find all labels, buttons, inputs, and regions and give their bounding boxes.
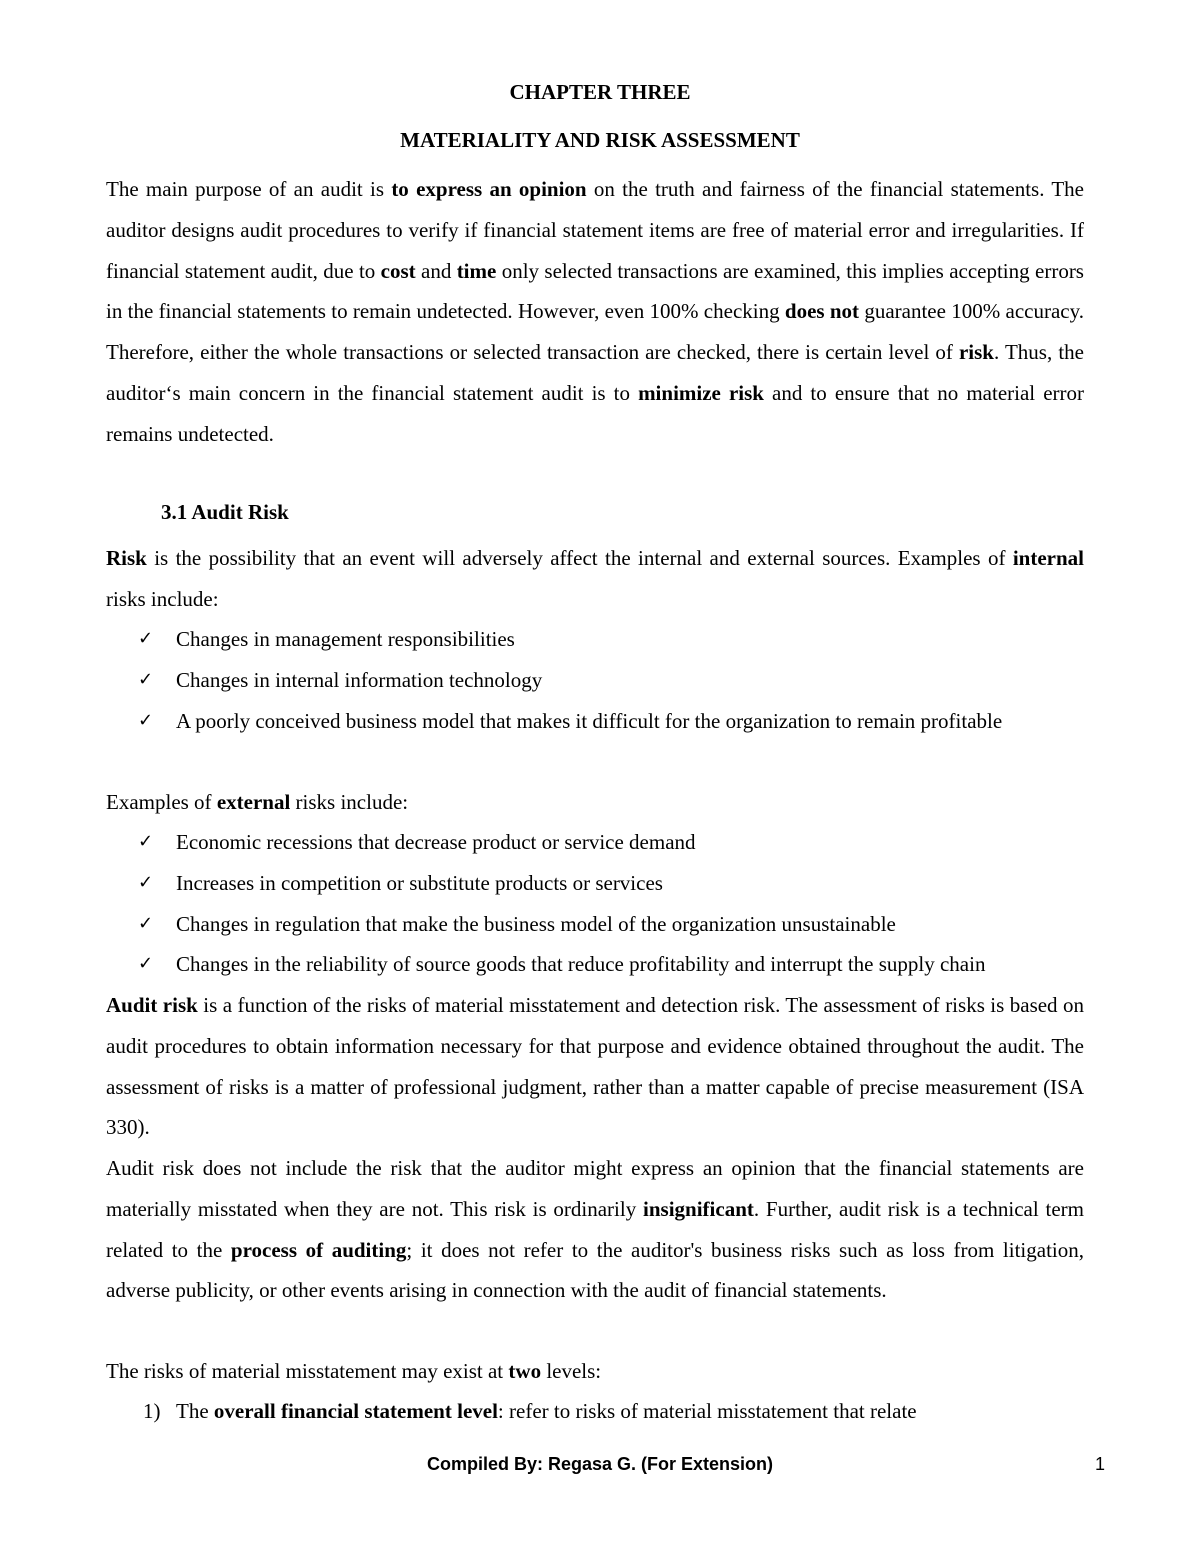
list-item: ✓ Increases in competition or substitute products or services [138, 863, 1084, 904]
check-mark-icon: ✓ [138, 871, 154, 893]
chapter-title: CHAPTER THREE [509, 80, 691, 104]
list-item: 1) The overall financial statement level: refer to risks of material misstatement that relate [143, 1391, 1084, 1432]
audit-risk-paragraph-2: Audit risk does not include the risk that the auditor might express an opinion that the financial statements are materially misstated when they are not. This risk is ordinarily insignificant. Further, audit risk is a technical term related to the process of auditing; it does not refer to the auditor's business risks such as loss from litigation, adverse publicity, or other events arising in connection with the audit of financial statements. [106, 1156, 1084, 1303]
list-item: ✓ Economic recessions that decrease product or service demand [138, 822, 1084, 863]
audit-risk-paragraph: Audit risk is a function of the risks of material misstatement and detection risk. The assessment of risks is based on audit procedures to obtain information necessary for that purpose and evidence obtained throughout the audit. The assessment of risks is a matter of professional judgment, rather than a matter capable of precise measurement (ISA 330). [106, 993, 1084, 1140]
check-mark-icon: ✓ [138, 912, 154, 934]
list-number: 1) [143, 1399, 161, 1423]
check-mark-icon: ✓ [138, 953, 154, 975]
section-heading-audit-risk: 3.1 Audit Risk [161, 500, 289, 524]
page-number: 1 [1094, 1454, 1105, 1474]
intro-paragraph: The main purpose of an audit is to express an opinion on the truth and fairness of the financial statements. The auditor designs audit procedures to verify if financial statement items are free of material error and irregularities. If financial statement audit, due to cost and time only selected transactions are examined, this implies accepting errors in the financial statements to remain undetected. However, even 100% checking does not guarantee 100% accuracy. Therefore, either the whole transactions or selected transaction are checked, there is certain level of risk. Thus, the auditor‘s main concern in the financial statement audit is to minimize risk and to ensure that no material error remains undetected. [106, 177, 1084, 446]
list-item: ✓ Changes in management responsibilities [138, 619, 1084, 660]
check-mark-icon: ✓ [138, 831, 154, 852]
levels-intro: The risks of material misstatement may exist at two levels: [106, 1359, 602, 1383]
list-item: ✓ Changes in the reliability of source goods that reduce profitability and interrupt the supply chain [138, 944, 1084, 985]
external-risks-list [138, 822, 1084, 985]
footer-compiled-by: Compiled By: Regasa G. (For Extension) [426, 1454, 774, 1474]
list-item: ✓ Changes in internal information technology [138, 660, 1084, 701]
risk-definition-paragraph: Risk is the possibility that an event will adversely affect the internal and external sources. Examples of internal risks include: [106, 546, 1084, 611]
internal-risks-list [138, 619, 1084, 741]
list-item: ✓ Changes in regulation that make the business model of the organization unsustainable [138, 904, 1084, 945]
check-mark-icon: ✓ [138, 709, 154, 731]
chapter-subtitle: MATERIALITY AND RISK ASSESSMENT [400, 128, 800, 152]
check-mark-icon: ✓ [138, 668, 154, 690]
external-risks-intro: Examples of external risks include: [106, 790, 409, 814]
check-mark-icon: ✓ [138, 628, 154, 649]
levels-list [143, 1391, 1084, 1432]
list-item: ✓ A poorly conceived business model that makes it difficult for the organization to remain profitable [138, 701, 1084, 742]
